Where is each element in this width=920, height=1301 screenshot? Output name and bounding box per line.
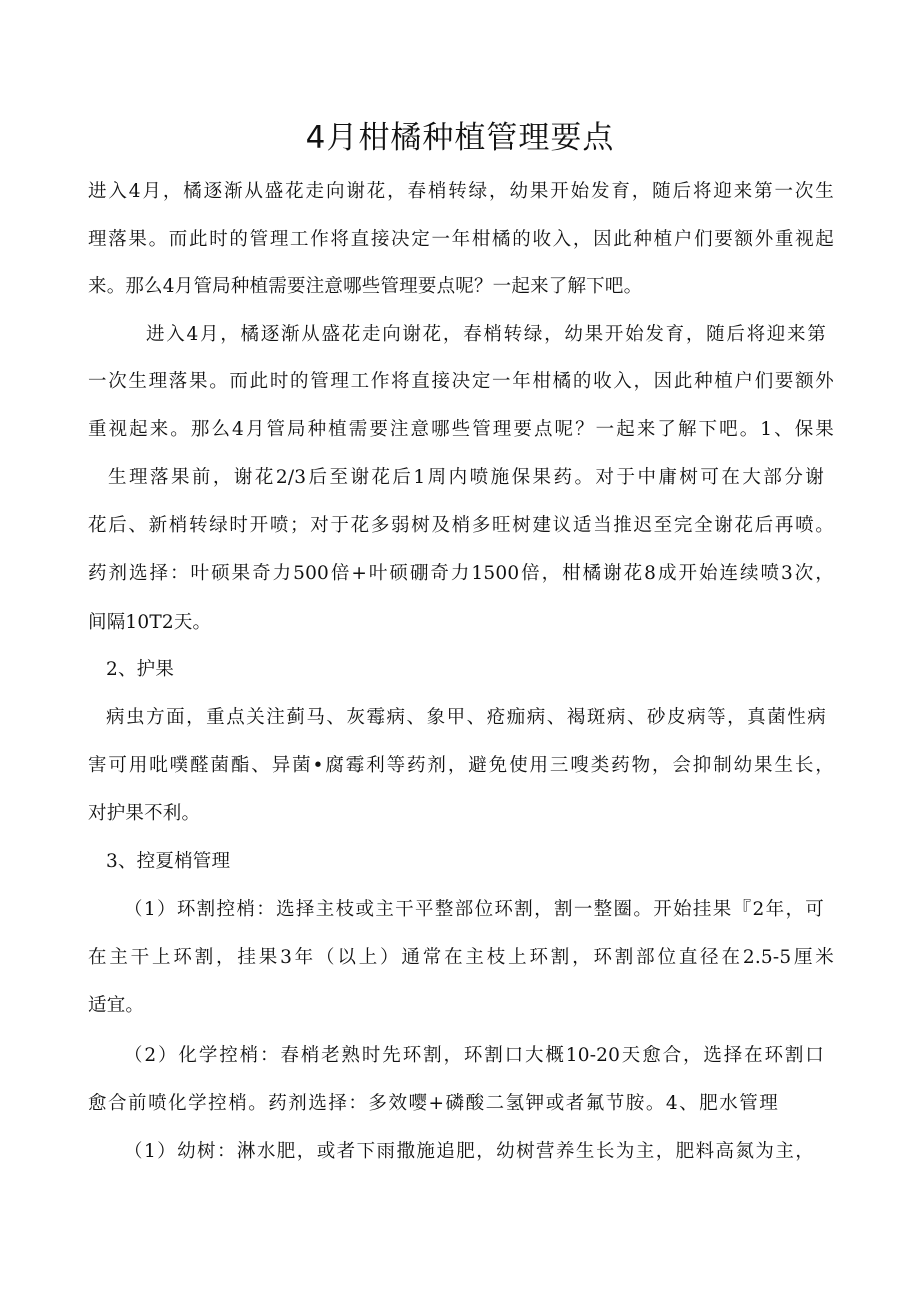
baoguo-line-4: 间隔10T2天。 [88, 612, 212, 633]
page-title: 4月柑橘种植管理要点 [305, 120, 615, 156]
baoguo-line-1: 生理落果前，谢花2/3后至谢花后1周内喷施保果药。对于中庸树可在大部分谢 [108, 467, 824, 488]
body-para-1-line-2: 一次生理落果。而此时的管理工作将直接决定一年柑橘的收入，因此种植户们要额外 [88, 371, 834, 392]
huguo-line-1: 病虫方面，重点关注蓟马、灰霉病、象甲、疮痂病、褐斑病、砂皮病等，真菌性病 [106, 707, 826, 728]
intro-line-2: 理落果。而此时的管理工作将直接决定一年柑橘的收入，因此种植户们要额外重视起 [88, 229, 834, 250]
section-heading-kongxiashao: 3、控夏梢管理 [106, 851, 231, 872]
huguo-line-3: 对护果不利。 [88, 803, 201, 824]
huaxue-line-1: （2）化学控梢：春梢老熟时先环割，环割口大概10-20天愈合，选择在环割口 [124, 1045, 824, 1066]
huange-line-3: 适宜。 [88, 995, 145, 1016]
body-para-1-line-3: 重视起来。那么4月管局种植需要注意哪些管理要点呢？一起来了解下吧。1、保果 [88, 419, 834, 440]
huguo-line-2: 害可用吡噗醛菌酯、异菌•腐霉利等药剂，避免使用三嗖类药物，会抑制幼果生长， [88, 755, 834, 776]
intro-line-3: 来。那么4月管局种植需要注意哪些管理要点呢？一起来了解下吧。 [88, 276, 643, 297]
section-heading-huguo: 2、护果 [106, 659, 175, 680]
intro-line-1: 进入4月，橘逐渐从盛花走向谢花，春梢转绿，幼果开始发育，随后将迎来第一次生 [88, 181, 834, 202]
baoguo-line-3: 药剂选择：叶硕果奇力500倍+叶硕硼奇力1500倍，柑橘谢花8成开始连续喷3次， [88, 563, 834, 584]
huaxue-line-2: 愈合前喷化学控梢。药剂选择：多效嘤+磷酸二氢钾或者氟节胺。4、肥水管理 [88, 1093, 778, 1114]
huange-line-1: （1）环割控梢：选择主枝或主干平整部位环割，割一整圈。开始挂果『2年，可 [124, 899, 824, 920]
baoguo-line-2: 花后、新梢转绿时开喷；对于花多弱树及梢多旺树建议适当推迟至完全谢花后再喷。 [88, 515, 834, 536]
huange-line-2: 在主干上环割，挂果3年（以上）通常在主枝上环割，环割部位直径在2.5-5厘米 [88, 947, 834, 968]
body-para-1-line-1: 进入4月，橘逐渐从盛花走向谢花，春梢转绿，幼果开始发育，随后将迎来第 [146, 324, 826, 345]
youshu-line-1: （1）幼树：淋水肥，或者下雨撒施追肥，幼树营养生长为主，肥料高氮为主， [124, 1141, 814, 1162]
